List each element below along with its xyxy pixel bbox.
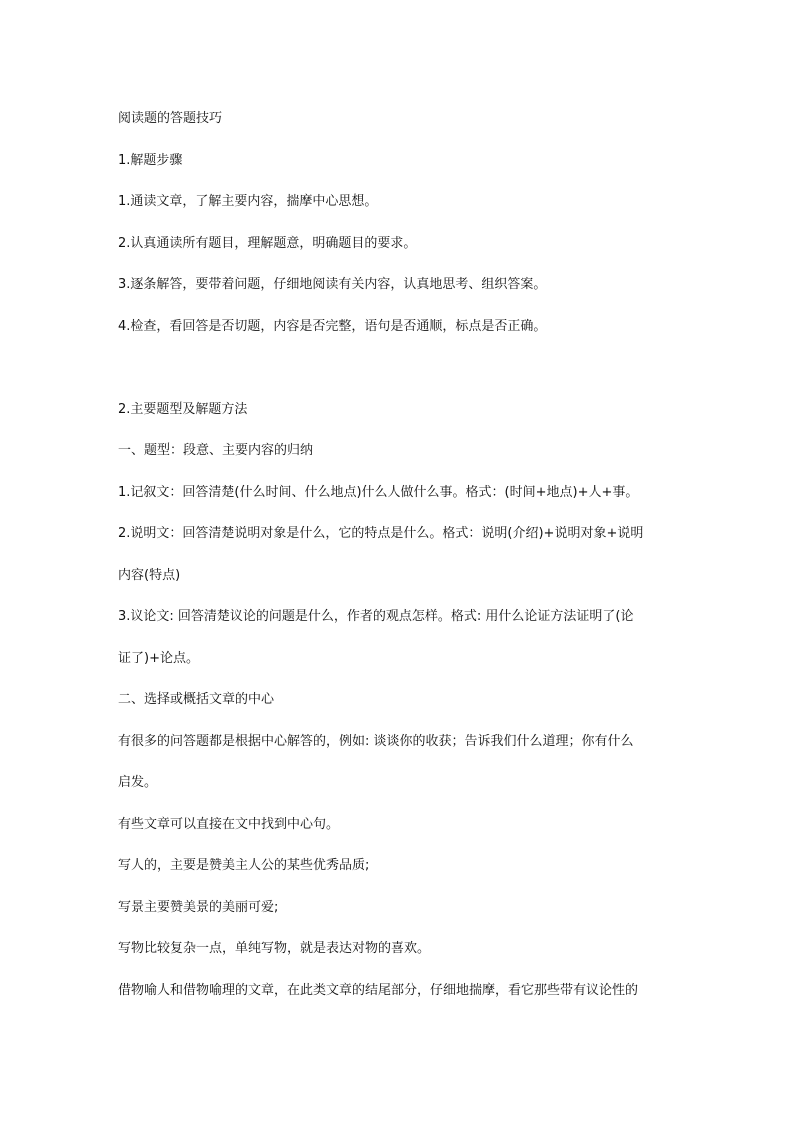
section-heading-types: 2.主要题型及解题方法: [118, 402, 248, 417]
paragraph-writing-scenery: 写景主要赞美景的美丽可爱;: [118, 900, 279, 915]
paragraph-writing-objects: 写物比较复杂一点，单纯写物，就是表达对物的喜欢。: [118, 941, 431, 956]
paragraph-central-idea: 有很多的问答题都是根据中心解答的，例如: 谈谈你的收获；告诉我们什么道理；你有什么: [118, 734, 634, 749]
subheading-central-idea: 二、选择或概括文章的中心: [118, 692, 275, 707]
step-2: 2.认真通读所有题目，理解题意，明确题目的要求。: [118, 236, 417, 251]
paragraph-argumentative: 3.议论文: 回答清楚议论的问题是什么，作者的观点怎样。格式: 用什么论证方法证明了(论: [118, 609, 634, 624]
paragraph-writing-people: 写人的，主要是赞美主人公的某些优秀品质;: [118, 858, 370, 873]
paragraph-metaphor: 借物喻人和借物喻理的文章，在此类文章的结尾部分，仔细地揣摩，看它那些带有议论性的: [118, 983, 639, 998]
section-heading-steps: 1.解题步骤: [118, 153, 183, 168]
paragraph-expository-cont: 内容(特点): [118, 568, 181, 583]
paragraph-argumentative-cont: 证了)+论点。: [118, 651, 199, 666]
step-3: 3.逐条解答，要带着问题，仔细地阅读有关内容，认真地思考、组织答案。: [118, 277, 547, 292]
paragraph-expository: 2.说明文：回答清楚说明对象是什么，它的特点是什么。格式：说明(介绍)+说明对象+说明: [118, 526, 644, 541]
document-title: 阅读题的答题技巧: [118, 111, 223, 126]
paragraph-narrative: 1.记叙文：回答清楚(什么时间、什么地点)什么人做什么事。格式：(时间+地点)+人+事。: [118, 485, 639, 500]
paragraph-central-idea-cont: 启发。: [118, 775, 158, 790]
step-4: 4.检查，看回答是否切题，内容是否完整，语句是否通顺，标点是否正确。: [118, 319, 547, 334]
subheading-summary: 一、题型：段意、主要内容的归纳: [118, 443, 314, 458]
step-1: 1.通读文章，了解主要内容，揣摩中心思想。: [118, 194, 378, 209]
paragraph-central-sentence: 有些文章可以直接在文中找到中心句。: [118, 817, 340, 832]
